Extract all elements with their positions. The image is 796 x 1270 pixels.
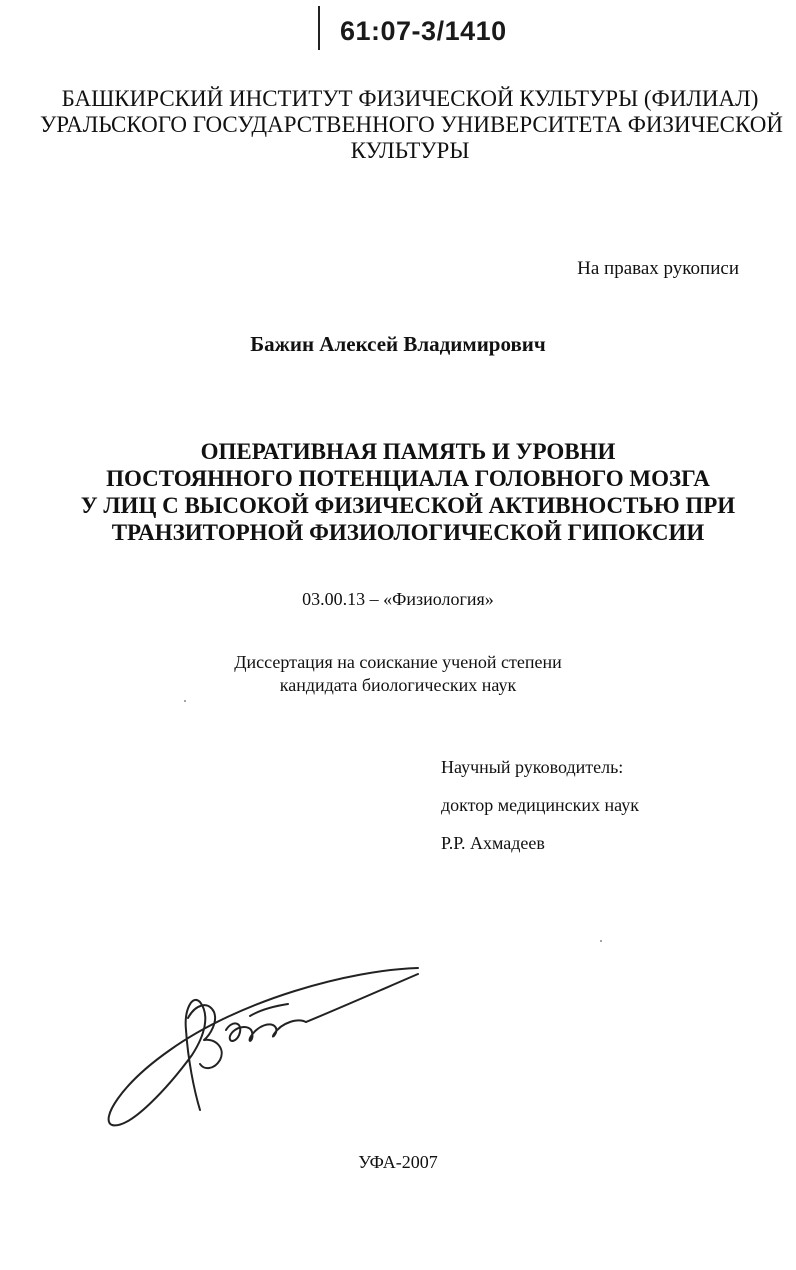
title-line: ТРАНЗИТОРНОЙ ФИЗИОЛОГИЧЕСКОЙ ГИПОКСИИ [111, 520, 705, 545]
scan-speck [184, 700, 186, 702]
degree-line: Диссертация на соискание ученой степени [234, 652, 562, 672]
supervisor-label: Научный руководитель: [441, 757, 624, 777]
degree-statement [0, 651, 796, 697]
catalog-number: 61:07-3/1410 [340, 16, 507, 46]
institution-line: КУЛЬТУРЫ [350, 138, 470, 163]
title-line: У ЛИЦ С ВЫСОКОЙ ФИЗИЧЕСКОЙ АКТИВНОСТЬЮ ПРИ [80, 493, 736, 518]
scan-speck [600, 940, 602, 942]
specialty-code: 03.00.13 – «Физиология» [302, 589, 494, 609]
stamp-divider [318, 6, 320, 50]
supervisor-name: Р.Р. Ахмадеев [441, 833, 545, 853]
city-year: УФА-2007 [358, 1152, 438, 1172]
degree-line: кандидата биологических наук [279, 675, 517, 695]
supervisor-block [441, 748, 639, 862]
author-name: Бажин Алексей Владимирович [250, 332, 546, 356]
manuscript-note: На правах рукописи [577, 258, 739, 279]
signature-icon [100, 960, 430, 1140]
institution-line: БАШКИРСКИЙ ИНСТИТУТ ФИЗИЧЕСКОЙ КУЛЬТУРЫ (ФИЛИАЛ) [61, 86, 759, 111]
institution-line: УРАЛЬСКОГО ГОСУДАРСТВЕННОГО УНИВЕРСИТЕТА ФИЗИЧЕСКОЙ [40, 112, 783, 137]
title-line: ОПЕРАТИВНАЯ ПАМЯТЬ И УРОВНИ [200, 439, 616, 464]
supervisor-rank: доктор медицинских наук [441, 795, 639, 815]
institution-name [40, 86, 783, 164]
title-line: ПОСТОЯННОГО ПОТЕНЦИАЛА ГОЛОВНОГО МОЗГА [106, 466, 710, 491]
dissertation-title [20, 438, 796, 546]
